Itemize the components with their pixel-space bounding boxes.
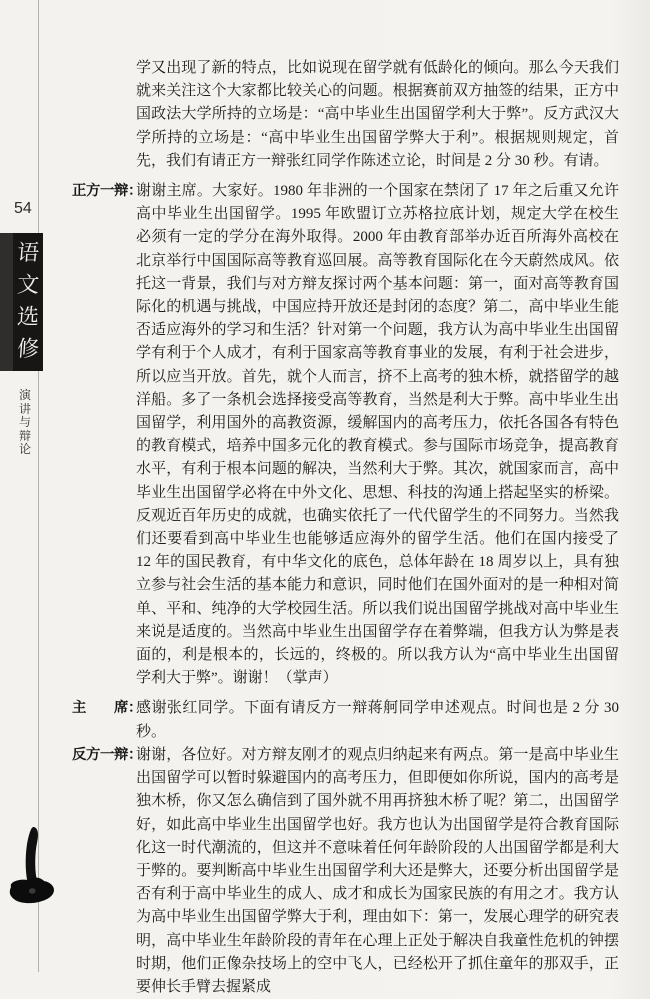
paragraph-text: 谢谢主席。大家好。1980 年非洲的一个国家在禁闭了 17 年之后重又允许高中毕业生出国留学。1995 年欧盟订立苏格拉底计划，规定大学在校生必须有一定的学分在海外取得。2000 年由教育部举办近百所海外高校在北京举行中国国际高等教育巡回展。高等教育国际化在今天蔚然成风。依托这一背景，我们与对方辩友探讨两个基本问题：第一，面对高等教育国际化的机遇与挑战，中国应持开放还是封闭的态度？第二，高中毕业生能否适应海外的学习和生活？针对第一个问题，我方认为高中毕业生出国留学有利于个人成才，有利于国家高等教育事业的发展，有利于社会进步，所以应当开放。首先，就个人而言，挤不上高考的独木桥，就搭留学的越洋船。多了一条机会选择接受高等教育，当然是利大于弊。高中毕业生出国留学，利用国外的高教资源，缓解国内的高考压力，依托各国各有特色的教育模式，培养中国多元化的教育模式。参与国际市场竞争，提高教育水平，有利于根本问题的解决，当然利大于弊。其次，就国家而言，高中毕业生出国留学必将在中外文化、思想、科技的沟通上搭起坚实的桥梁。反观近百年历史的成就，也确实依托了一代代留学生的不同努力。当然我们还要看到高中毕业生也能够适应海外的留学生活。他们在国内接受了 12 年的国民教育，有中华文化的底色，总体年龄在 18 周岁以上，具有独立参与社会生活的基本能力和意识，同时他们在国外面对的是一种相对简单、平和、纯净的大学校园生活。所以我们说出国留学挑战对高中毕业生来说是适度的。当然高中毕业生出国留学存在着弊端，但我方认为弊是表面的，利是根本的，长远的，终极的。所以我方认为“高中毕业生出国留学利大于弊”。谢谢！（掌声） — [136, 183, 619, 687]
banner-inner-strip — [0, 233, 13, 371]
paragraph-text: 学又出现了新的特点，比如说现在留学就有低龄化的倾向。那么今天我们就来关注这个大家都比较关心的问题。根据赛前双方抽签的结果，正方中国政法大学所持的立场是：“高中毕业生出国留学利大于弊”。反方武汉大学所持的立场是：“高中毕业生出国留学弊大于利”。根据规则规定，首先，我们有请正方一辩张红同学作陈述立论，时间是 2 分 30 秒。有请。 — [136, 60, 619, 169]
speaker-label: 反方一辩： — [72, 746, 142, 763]
book-title-char: 修 — [16, 337, 40, 362]
book-title-vertical — [13, 233, 43, 371]
paragraph-affirmative-first — [72, 180, 619, 690]
series-char: 与 — [18, 415, 31, 430]
series-char: 辩 — [18, 428, 31, 443]
paragraph-moderator — [72, 697, 619, 743]
series-char: 论 — [18, 442, 31, 457]
book-title-banner — [0, 233, 43, 371]
speaker-label: 主 席： — [72, 700, 142, 717]
paragraph-moderator-intro — [72, 57, 619, 173]
book-title-char: 选 — [16, 305, 40, 330]
debate-transcript — [72, 57, 619, 999]
series-char: 演 — [18, 388, 31, 402]
paragraph-text: 谢谢，各位好。对方辩友刚才的观点归纳起来有两点。第一是高中毕业生出国留学可以暂时躲避国内的高考压力，但即便如你所说，国内的高考是独木桥，你又怎么确信到了国外就不用再挤独木桥了呢？第二，出国留学好，如此高中毕业生出国留学也好。我方也认为出国留学是符合教育国际化这一时代潮流的，但这并不意味着任何年龄阶段的人出国留学都是利大于弊的。要判断高中毕业生出国留学利大还是弊大，还要分析出国留学是否有利于高中毕业生的成人、成才和成长为国家民族的有用之才。我方认为高中毕业生出国留学弊大于利，理由如下：第一，发展心理学的研究表明，高中毕业生年龄阶段的青年在心理上正处于解决自我童性危机的钟摆时期，他们正像杂技场上的空中飞人，已经松开了抓住童年的那双手，正要伸长手臂去握紧成 — [136, 746, 619, 995]
page-number: 54 — [14, 200, 32, 217]
series-title-vertical — [15, 389, 35, 457]
paragraph-negative-first — [72, 744, 619, 999]
book-title-char: 语 — [16, 241, 40, 266]
ink-brush-ornament-icon — [6, 826, 58, 910]
speaker-label: 正方一辩： — [72, 183, 142, 200]
series-char: 讲 — [18, 401, 31, 416]
book-title-char: 文 — [16, 273, 40, 298]
paragraph-text: 感谢张红同学。下面有请反方一辩蒋舸同学申述观点。时间也是 2 分 30 秒。 — [136, 700, 619, 740]
